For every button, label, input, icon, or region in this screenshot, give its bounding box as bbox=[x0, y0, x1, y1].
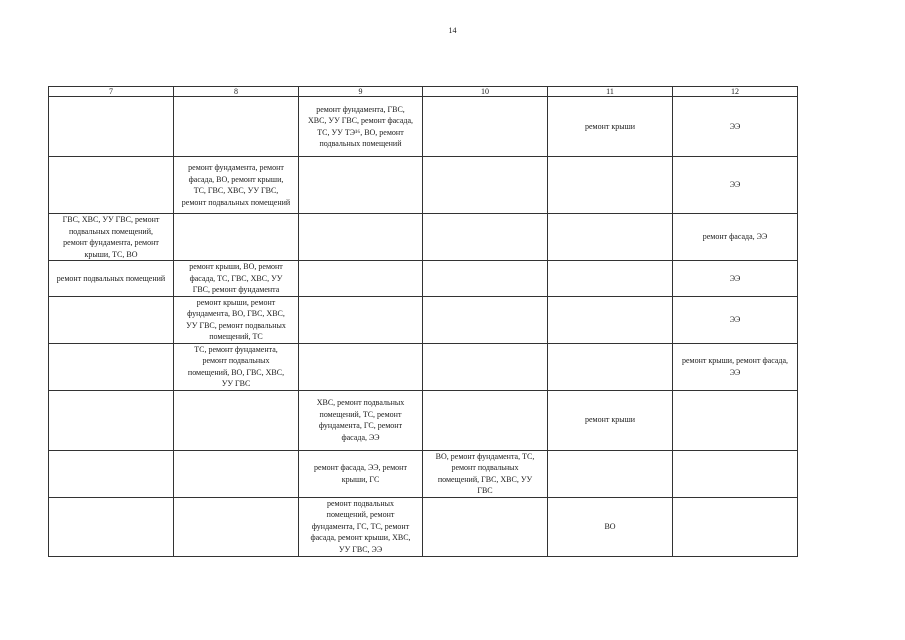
column-header: 7 bbox=[49, 87, 174, 97]
table-cell bbox=[174, 450, 299, 497]
table-cell: ГВС, ХВС, УУ ГВС, ремонт подвальных помещений, ремонт фундамента, ремонт крыши, ТС, ВО bbox=[49, 214, 174, 261]
table-row bbox=[49, 390, 798, 450]
table-cell bbox=[548, 343, 673, 390]
table-cell bbox=[299, 296, 423, 343]
table-cell bbox=[299, 214, 423, 261]
table-cell: ремонт крыши, ремонт фасада, ЭЭ bbox=[673, 343, 798, 390]
table-cell bbox=[49, 497, 174, 556]
table-cell: ремонт крыши bbox=[548, 97, 673, 157]
table-cell bbox=[174, 97, 299, 157]
table-cell bbox=[49, 97, 174, 157]
table-cell: ремонт крыши bbox=[548, 390, 673, 450]
table-cell bbox=[49, 296, 174, 343]
table-row bbox=[49, 157, 798, 214]
table-cell: ВО bbox=[548, 497, 673, 556]
table-cell: ЭЭ bbox=[673, 296, 798, 343]
table-cell: ремонт подвальных помещений, ремонт фундамента, ГС, ТС, ремонт фасада, ремонт крыши, ХВС, УУ ГВС, ЭЭ bbox=[299, 497, 423, 556]
table-cell: ремонт подвальных помещений bbox=[49, 261, 174, 297]
table-cell bbox=[174, 497, 299, 556]
column-header: 10 bbox=[423, 87, 548, 97]
table-cell: ТС, ремонт фундамента, ремонт подвальных помещений, ВО, ГВС, ХВС, УУ ГВС bbox=[174, 343, 299, 390]
table-cell: ремонт фундамента, ремонт фасада, ВО, ремонт крыши, ТС, ГВС, ХВС, УУ ГВС, ремонт подвальных помещений bbox=[174, 157, 299, 214]
table-row bbox=[49, 343, 798, 390]
table-cell bbox=[673, 450, 798, 497]
table-cell bbox=[548, 450, 673, 497]
table-cell bbox=[423, 390, 548, 450]
table-cell: ЭЭ bbox=[673, 261, 798, 297]
table-cell: ЭЭ bbox=[673, 157, 798, 214]
table-cell bbox=[299, 157, 423, 214]
table-cell bbox=[174, 390, 299, 450]
table-cell: ремонт крыши, ремонт фундамента, ВО, ГВС, ХВС, УУ ГВС, ремонт подвальных помещений, ТС bbox=[174, 296, 299, 343]
table-cell bbox=[423, 214, 548, 261]
table-cell bbox=[548, 296, 673, 343]
table-row bbox=[49, 97, 798, 157]
table-cell: ремонт фасада, ЭЭ bbox=[673, 214, 798, 261]
table-cell bbox=[49, 390, 174, 450]
table-cell bbox=[299, 343, 423, 390]
column-header: 9 bbox=[299, 87, 423, 97]
column-header: 8 bbox=[174, 87, 299, 97]
table-cell bbox=[423, 497, 548, 556]
table-cell: ЭЭ bbox=[673, 97, 798, 157]
table-cell bbox=[423, 296, 548, 343]
table-cell bbox=[174, 214, 299, 261]
page-number: 14 bbox=[448, 26, 457, 35]
table-cell bbox=[423, 97, 548, 157]
table-cell: ремонт крыши, ВО, ремонт фасада, ТС, ГВС, ХВС, УУ ГВС, ремонт фундамента bbox=[174, 261, 299, 297]
table-cell: ремонт фасада, ЭЭ, ремонт крыши, ГС bbox=[299, 450, 423, 497]
table-cell: ВО, ремонт фундамента, ТС, ремонт подвальных помещений, ГВС, ХВС, УУ ГВС bbox=[423, 450, 548, 497]
table-row bbox=[49, 296, 798, 343]
table-row bbox=[49, 450, 798, 497]
table-cell bbox=[548, 261, 673, 297]
table-cell bbox=[49, 450, 174, 497]
table-cell bbox=[49, 157, 174, 214]
table-row bbox=[49, 497, 798, 556]
header-row bbox=[49, 87, 798, 97]
table-cell bbox=[548, 214, 673, 261]
column-header: 12 bbox=[673, 87, 798, 97]
table-cell bbox=[548, 157, 673, 214]
table-cell bbox=[673, 390, 798, 450]
column-header: 11 bbox=[548, 87, 673, 97]
table-cell bbox=[673, 497, 798, 556]
table-cell: ремонт фундамента, ГВС, ХВС, УУ ГВС, ремонт фасада, ТС, УУ ТЭ¹⁶, ВО, ремонт подвальных помещений bbox=[299, 97, 423, 157]
table-row bbox=[49, 214, 798, 261]
table-cell bbox=[423, 157, 548, 214]
table-cell bbox=[299, 261, 423, 297]
table-cell bbox=[423, 261, 548, 297]
table-cell: ХВС, ремонт подвальных помещений, ТС, ремонт фундамента, ГС, ремонт фасада, ЭЭ bbox=[299, 390, 423, 450]
data-table bbox=[48, 86, 798, 557]
table-row bbox=[49, 261, 798, 297]
table-cell bbox=[423, 343, 548, 390]
table-cell bbox=[49, 343, 174, 390]
